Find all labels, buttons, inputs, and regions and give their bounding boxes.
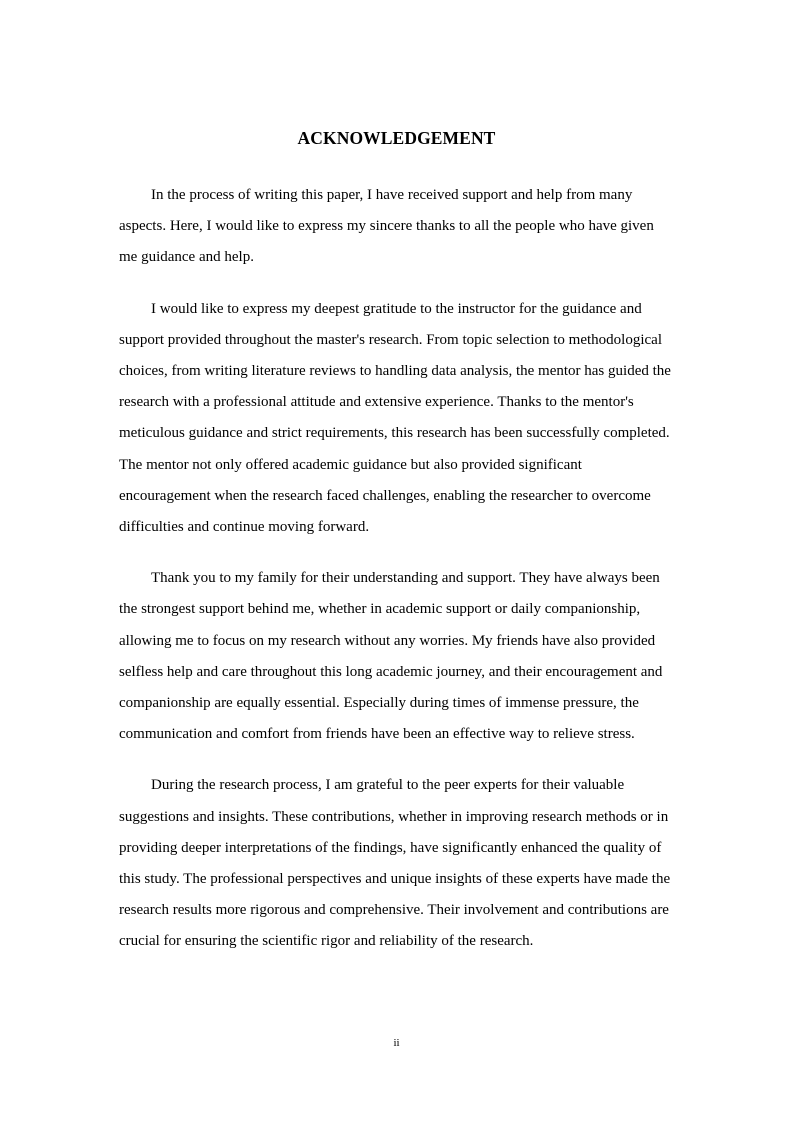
paragraph-intro: In the process of writing this paper, I have received support and help from many aspects. Here, I would like to express my sincere thanks to all the people who have given me guidance and help. (119, 187, 654, 266)
page-title: ACKNOWLEDGEMENT (297, 128, 496, 148)
paragraph-family-friends: Thank you to my family for their understanding and support. They have always been the strongest support behind me, whether in academic support or daily companionship, allowing me to focus on my research without any worries. My friends have also provided selfless help and care throughout this long academic journey, and their encouragement and companionship are equally essential. Especially during times of immense pressure, the communication and comfort from friends have been an effective way to relieve stress. (119, 570, 663, 743)
paragraph-instructor: I would like to express my deepest gratitude to the instructor for the guidance and support provided throughout the master's research. From topic selection to methodological choices, from writing literature reviews to handling data analysis, the mentor has guided the research with a professional attitude and extensive experience. Thanks to the mentor's meticulous guidance and strict requirements, this research has been successfully completed. The mentor not only offered academic guidance but also provided significant encouragement when the research faced challenges, enabling the researcher to overcome difficulties and continue moving forward. (119, 300, 671, 536)
page-number: ii (393, 1037, 400, 1049)
paragraph-peer-experts: During the research process, I am grateful to the peer experts for their valuable suggestions and insights. These contributions, whether in improving research methods or in providing deeper interpretations of the findings, have significantly enhanced the quality of this study. The professional perspectives and unique insights of these experts have made the research results more rigorous and comprehensive. Their involvement and contributions are crucial for ensuring the scientific rigor and reliability of the research. (119, 777, 671, 950)
acknowledgement-body (119, 180, 675, 978)
